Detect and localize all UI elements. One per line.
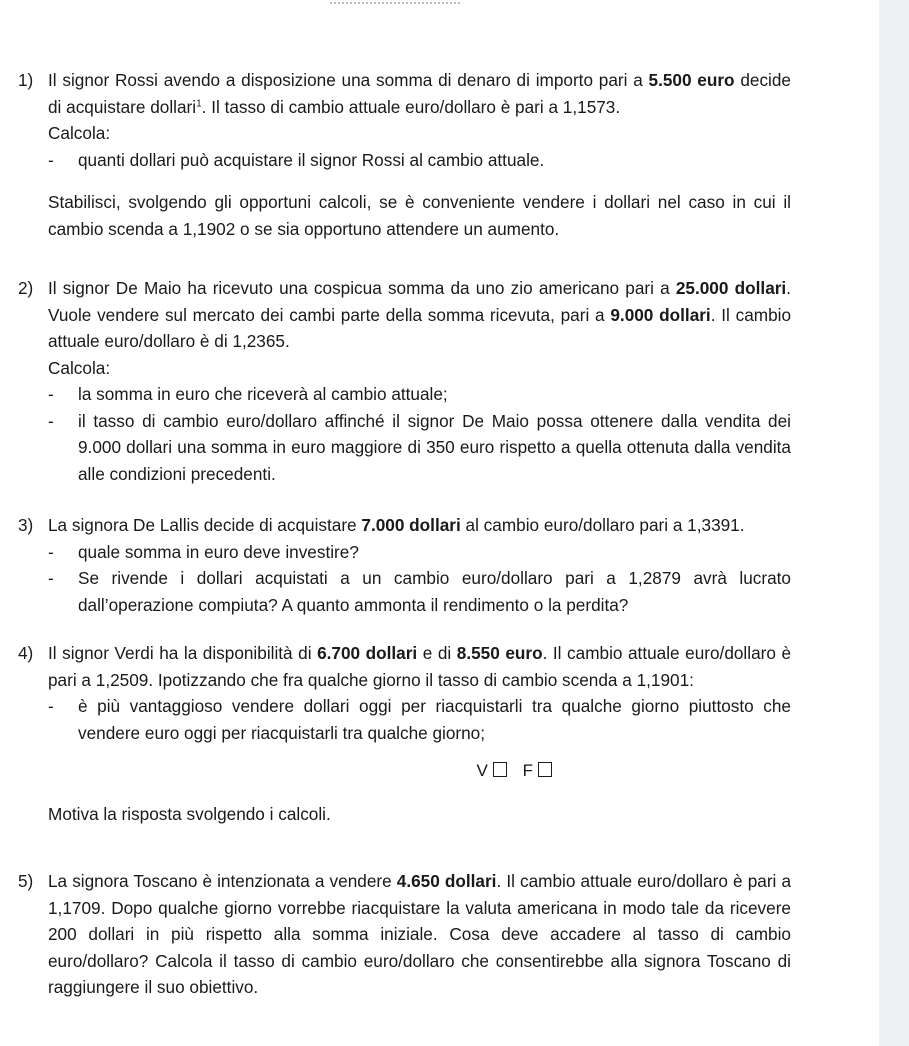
exercise-3: [18, 512, 791, 618]
true-checkbox[interactable]: [493, 762, 507, 777]
exercise-2-statement: Il signor De Maio ha ricevuto una cospicua somma da uno zio americano pari a 25.000 dollari. Vuole vendere sul mercato dei cambi parte della somma ricevuta, pari a 9.000 dollari. Il cambio attuale euro/dollaro è di 1,2365.: [48, 278, 792, 351]
list-item: - la somma in euro che riceverà al cambio attuale;: [48, 384, 448, 404]
exercise-number: 1): [18, 70, 34, 90]
exercise-2: [18, 275, 791, 487]
exercise-4: [18, 640, 791, 827]
exercise-number: 5): [18, 871, 34, 891]
false-checkbox[interactable]: [538, 762, 552, 777]
exercise-number: 2): [18, 278, 34, 298]
cropped-header-fragment: [330, 0, 460, 4]
exercise-number: 3): [18, 515, 34, 535]
exercise-4-statement: Il signor Verdi ha la disponibilità di 6.700 dollari e di 8.550 euro. Il cambio attuale euro/dollaro è pari a 1,2509. Ipotizzando che fra qualche giorno il tasso di cambio scenda a 1,1901:: [48, 643, 792, 690]
list-item: - Se rivende i dollari acquistati a un cambio euro/dollaro pari a 1,2879 avrà lucrato dall’operazione compiuta? A quanto ammonta il rendimento o la perdita?: [48, 568, 791, 615]
true-label: V: [476, 761, 489, 780]
exercise-5: [18, 868, 791, 1001]
footnote-marker: 1: [196, 97, 202, 109]
exercise-1: [18, 67, 791, 242]
list-item: - quanti dollari può acquistare il signor Rossi al cambio attuale.: [48, 149, 545, 170]
true-false-choice: [48, 758, 791, 785]
list-item: - quale somma in euro deve investire?: [48, 541, 359, 562]
exercise-3-statement: La signora De Lallis decide di acquistare 7.000 dollari al cambio euro/dollaro pari a 1,3391.: [48, 515, 745, 535]
calcola-label: Calcola:: [48, 123, 111, 143]
list-item: - è più vantaggioso vendere dollari oggi per riacquistarli tra qualche giorno piuttosto che vendere euro oggi per riacquistarli tra qualche giorno;: [48, 696, 791, 743]
exercise-4-note: Motiva la risposta svolgendo i calcoli.: [48, 803, 331, 824]
false-label: F: [522, 761, 534, 780]
exercise-5-statement: La signora Toscano è intenzionata a vendere 4.650 dollari. Il cambio attuale euro/dollaro è pari a 1,1709. Dopo qualche giorno vorrebbe riacquistare la valuta americana in modo tale da ricevere 200 dollari in più rispetto alla somma iniziale. Cosa deve accadere al tasso di cambio euro/dollaro? Calcola il tasso di cambio euro/dollaro che consentirebbe alla signora Toscano di raggiungere il suo obiettivo.: [48, 871, 792, 997]
calcola-label: Calcola:: [48, 357, 111, 378]
exercise-number: 4): [18, 643, 34, 663]
exercise-1-note: Stabilisci, svolgendo gli opportuni calcoli, se è conveniente vendere i dollari nel caso in cui il cambio scenda a 1,1902 o se sia opportuno attendere un aumento.: [48, 192, 791, 239]
list-item: - il tasso di cambio euro/dollaro affinché il signor De Maio possa ottenere dalla vendita dei 9.000 dollari una somma in euro maggiore di 350 euro rispetto a quella ottenuta dalla vendita alle condizioni precedenti.: [48, 410, 791, 484]
exercise-1-statement: Il signor Rossi avendo a disposizione una somma di denaro di importo pari a 5.500 euro decide di acquistare dollari$^1$. Il tasso di cambio attuale euro/dollaro è pari a 1,1573.: [48, 70, 791, 117]
viewer-side-margin: [879, 0, 909, 1046]
